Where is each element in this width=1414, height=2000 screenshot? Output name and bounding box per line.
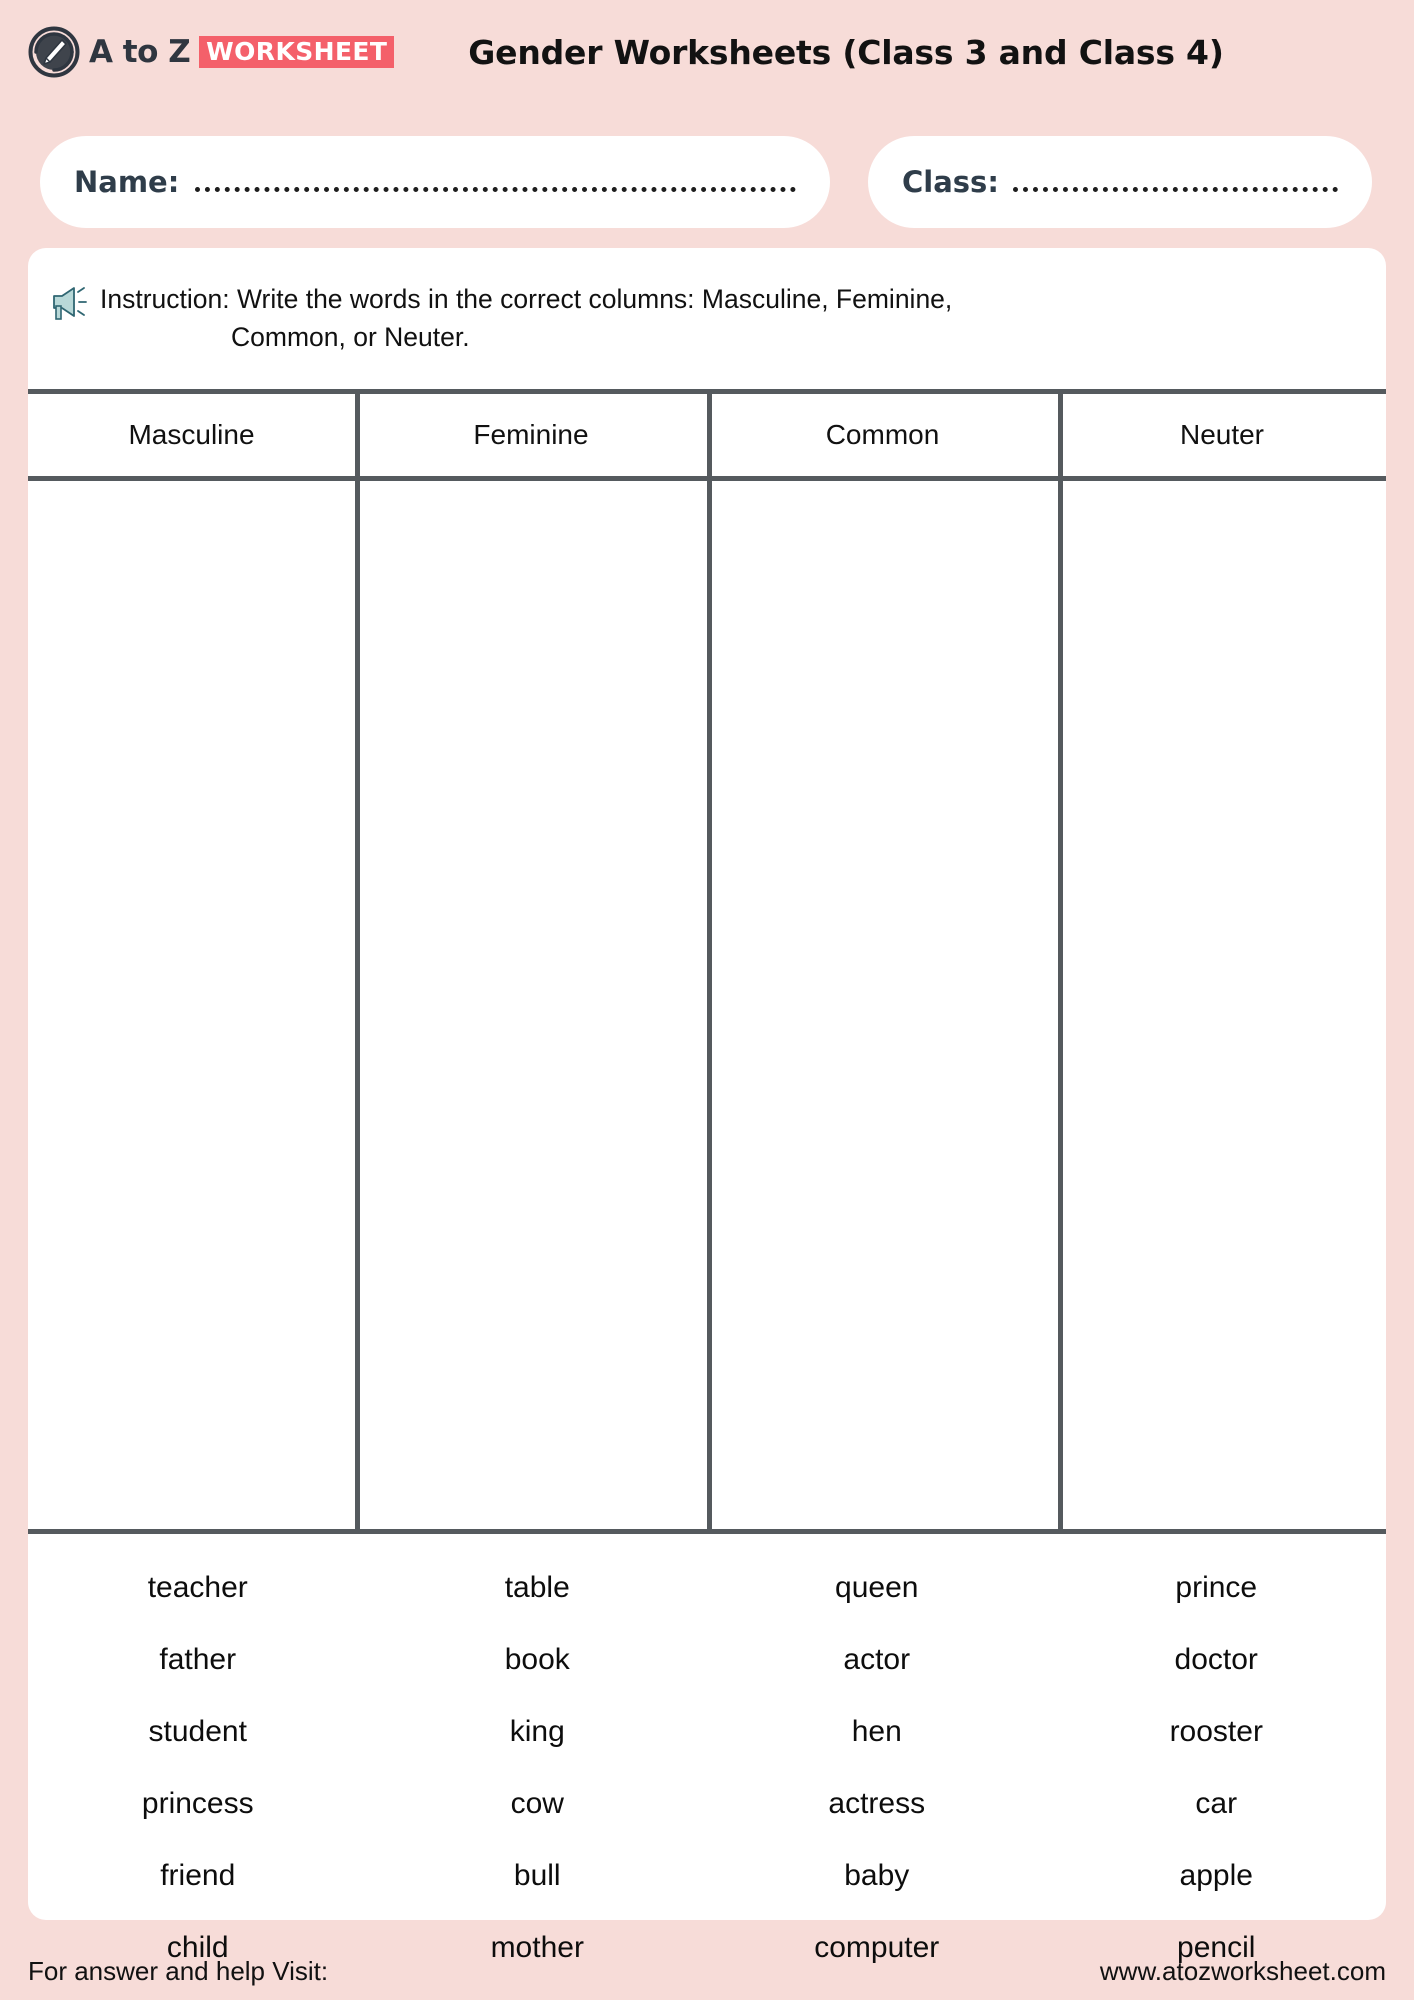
footer-help-text: For answer and help Visit: xyxy=(28,1955,329,1986)
instruction-line-1: Write the words in the correct columns: Masculine, Feminine, xyxy=(237,284,953,314)
answer-cell-neuter[interactable] xyxy=(1058,481,1386,1529)
word-bank-item[interactable]: rooster xyxy=(1169,1715,1263,1748)
word-bank-item[interactable]: student xyxy=(148,1715,247,1748)
footer-website-link[interactable]: www.atozworksheet.com xyxy=(1099,1955,1386,1986)
word-bank-item[interactable]: pencil xyxy=(1177,1931,1256,1964)
table-header-feminine: Feminine xyxy=(473,419,589,450)
word-bank-item[interactable]: friend xyxy=(160,1859,236,1892)
name-field-label: Name: xyxy=(74,165,180,199)
word-bank-item[interactable]: actor xyxy=(843,1643,911,1676)
word-bank-item[interactable]: car xyxy=(1195,1787,1238,1820)
table-answer-area xyxy=(28,481,1386,1529)
word-bank-item[interactable]: apple xyxy=(1179,1859,1253,1892)
instruction-block xyxy=(50,280,1362,356)
table-header-row xyxy=(28,394,1386,476)
page-title: Gender Worksheets (Class 3 and Class 4) xyxy=(468,33,1224,72)
instruction-text xyxy=(100,280,952,356)
instruction-label: Instruction: xyxy=(100,284,230,314)
name-field[interactable] xyxy=(40,136,830,228)
table-header-masculine: Masculine xyxy=(128,419,255,450)
answer-cell-feminine[interactable] xyxy=(355,481,707,1529)
student-fields-row xyxy=(40,136,1372,228)
word-bank-item[interactable]: teacher xyxy=(147,1571,248,1604)
word-bank-item[interactable]: cow xyxy=(510,1787,564,1820)
word-bank-item[interactable]: baby xyxy=(844,1859,910,1892)
word-bank-item[interactable]: table xyxy=(504,1571,570,1604)
table-header-common: Common xyxy=(825,419,940,450)
word-bank xyxy=(28,1552,1386,1984)
word-bank-item[interactable]: bull xyxy=(513,1859,561,1892)
class-field-input[interactable] xyxy=(1013,186,1338,192)
word-bank-item[interactable]: queen xyxy=(835,1571,919,1604)
logo-atoz-text: A to Z xyxy=(89,33,191,70)
word-bank-item[interactable]: child xyxy=(166,1931,229,1964)
page-header xyxy=(0,0,1414,108)
word-bank-item[interactable]: father xyxy=(159,1643,237,1676)
word-bank-item[interactable]: mother xyxy=(490,1931,584,1964)
word-bank-item[interactable]: king xyxy=(509,1715,565,1748)
megaphone-icon xyxy=(50,284,90,322)
instruction-line-2: Common, or Neuter. xyxy=(231,322,470,353)
class-field-label: Class: xyxy=(902,165,999,199)
word-bank-item[interactable]: prince xyxy=(1175,1571,1258,1604)
word-bank-item[interactable]: book xyxy=(504,1643,570,1676)
table-header-neuter: Neuter xyxy=(1179,419,1265,450)
logo-worksheet-badge: WORKSHEET xyxy=(199,36,394,68)
word-bank-item[interactable]: doctor xyxy=(1174,1643,1258,1676)
page-footer xyxy=(0,1942,1414,2000)
class-field[interactable] xyxy=(868,136,1372,228)
gender-sort-table xyxy=(28,389,1386,1534)
worksheet-card xyxy=(28,248,1386,1964)
table-rule-bottom xyxy=(28,1529,1386,1534)
name-field-input[interactable] xyxy=(195,186,796,192)
word-bank-item[interactable]: princess xyxy=(141,1787,254,1820)
answer-cell-masculine[interactable] xyxy=(28,481,355,1529)
word-bank-item[interactable]: actress xyxy=(828,1787,926,1820)
word-bank-item[interactable]: computer xyxy=(814,1931,940,1964)
word-bank-item[interactable]: hen xyxy=(851,1715,902,1748)
answer-cell-common[interactable] xyxy=(707,481,1058,1529)
